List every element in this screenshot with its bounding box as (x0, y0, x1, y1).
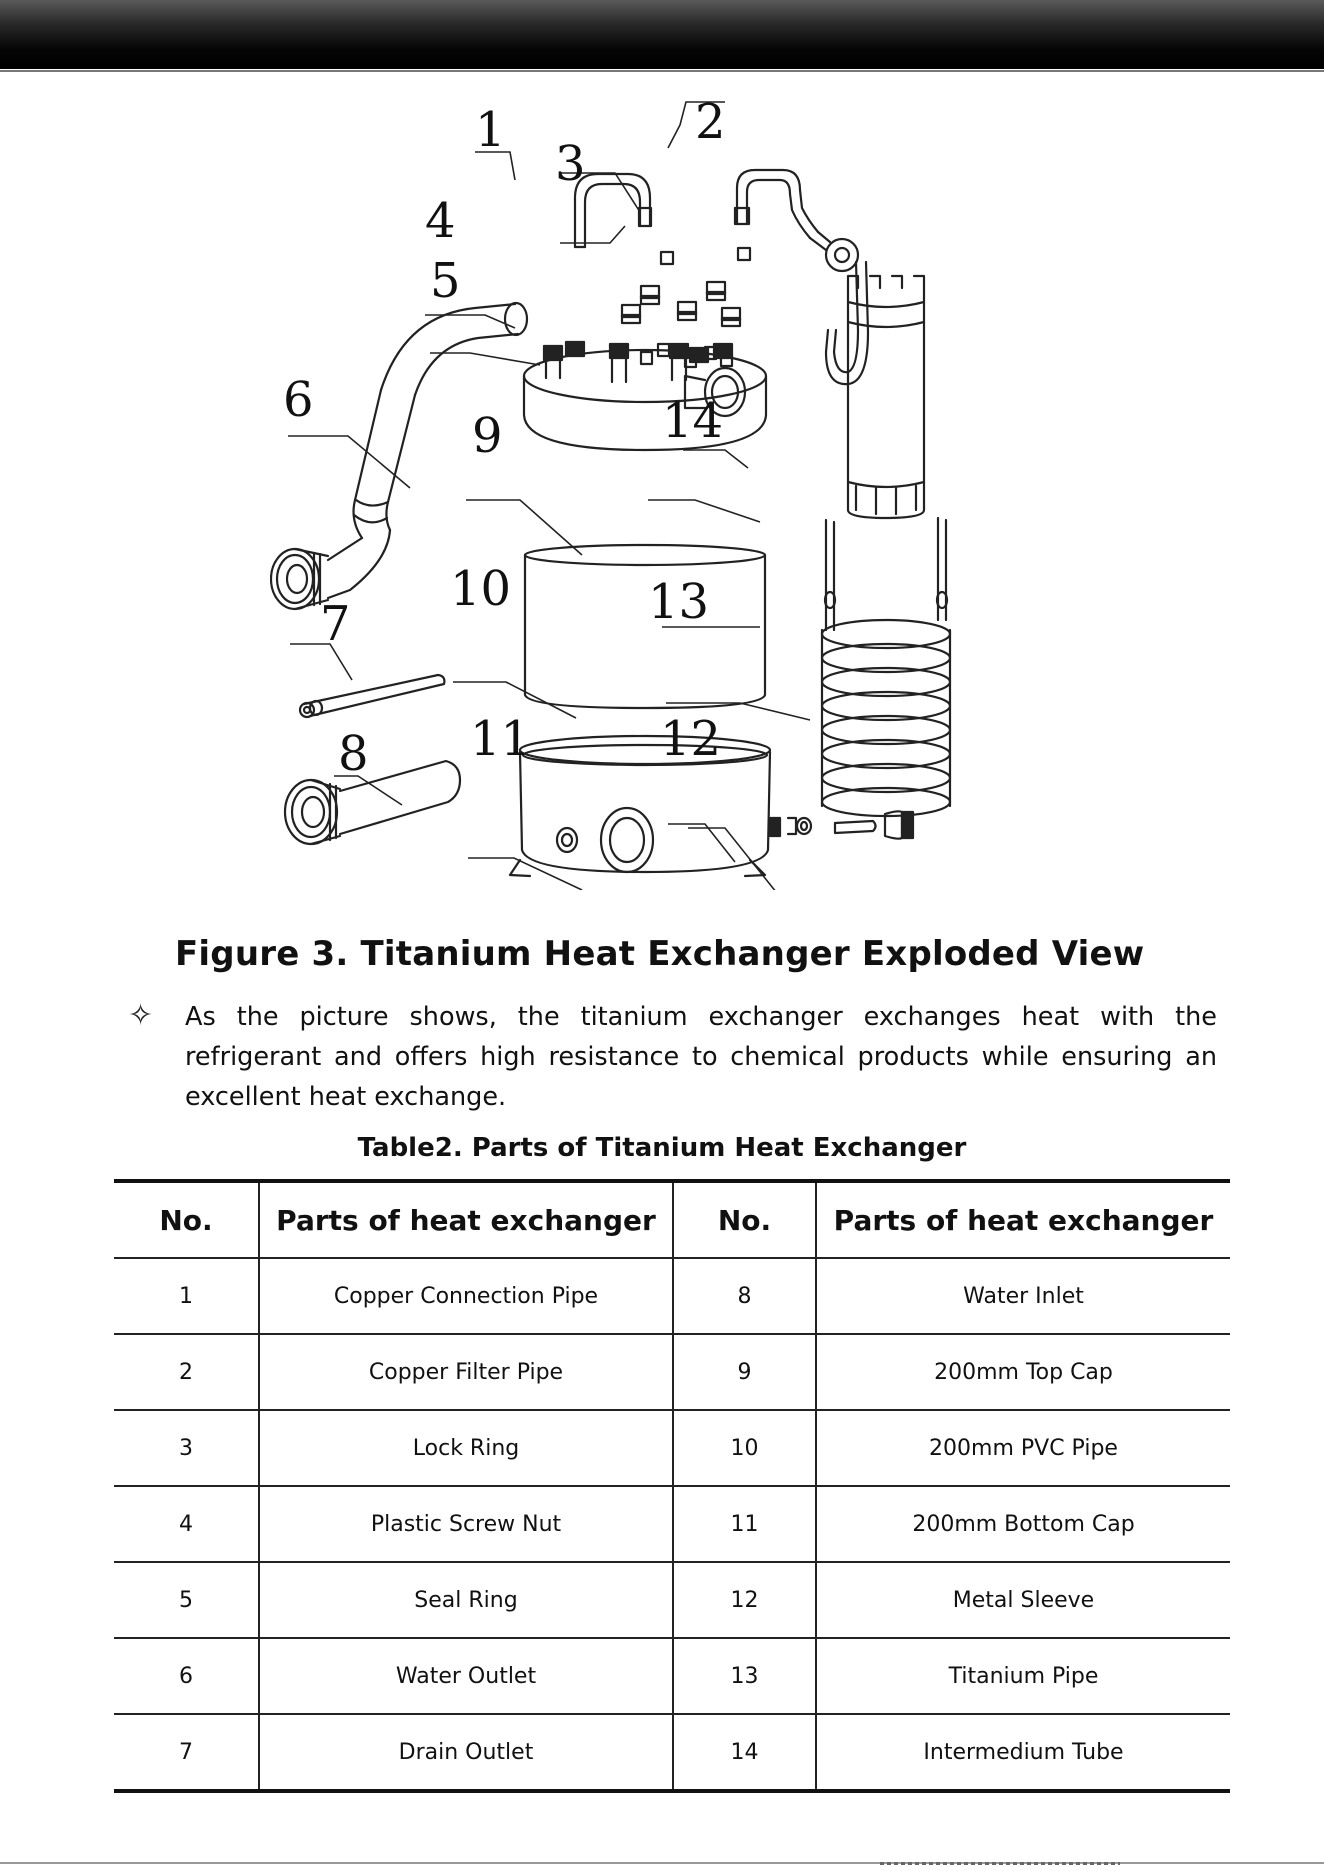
cell-part: Drain Outlet (259, 1714, 673, 1791)
table-header-row (114, 1181, 1230, 1258)
figure-caption: Figure 3. Titanium Heat Exchanger Exploded View (175, 934, 1145, 974)
table-row (114, 1562, 1230, 1638)
callout-4: 4 (425, 193, 456, 249)
cell-no: 10 (673, 1410, 816, 1486)
cell-part: Copper Connection Pipe (259, 1258, 673, 1334)
parts-table (114, 1179, 1230, 1793)
cell-no: 14 (673, 1714, 816, 1791)
table-row (114, 1258, 1230, 1334)
description-paragraph: As the picture shows, the titanium exchanger exchanges heat with the refrigerant and offers high resistance to chemical products while ensuring an excellent heat exchange. (185, 1002, 1217, 1112)
callout-6: 6 (283, 372, 314, 428)
header-no-right: No. (673, 1181, 816, 1258)
diamond-star-icon: ✧ (128, 998, 154, 1033)
exploded-view-figure (270, 90, 1030, 890)
header-parts-left: Parts of heat exchanger (259, 1181, 673, 1258)
cell-part: Lock Ring (259, 1410, 673, 1486)
cell-no: 6 (114, 1638, 259, 1714)
callout-3: 3 (555, 136, 586, 192)
cell-part: Copper Filter Pipe (259, 1334, 673, 1410)
cell-no: 3 (114, 1410, 259, 1486)
callout-1: 1 (475, 102, 506, 158)
table-row (114, 1410, 1230, 1486)
cell-no: 8 (673, 1258, 816, 1334)
titanium-coil-drawing (822, 518, 950, 816)
cell-part: Intermedium Tube (816, 1714, 1230, 1791)
cell-part: 200mm Top Cap (816, 1334, 1230, 1410)
callout-13: 13 (648, 574, 710, 630)
callout-14: 14 (662, 393, 724, 449)
cell-part: Plastic Screw Nut (259, 1486, 673, 1562)
header-parts-right: Parts of heat exchanger (816, 1181, 1230, 1258)
header-no-left: No. (114, 1181, 259, 1258)
cell-no: 11 (673, 1486, 816, 1562)
callout-11: 11 (470, 711, 532, 767)
page-footer-marks (880, 1862, 1120, 1865)
callout-7: 7 (320, 596, 351, 652)
cell-no: 9 (673, 1334, 816, 1410)
cell-no: 1 (114, 1258, 259, 1334)
cell-no: 2 (114, 1334, 259, 1410)
cell-no: 4 (114, 1486, 259, 1562)
table-title: Table2. Parts of Titanium Heat Exchanger (357, 1133, 967, 1163)
cell-part: Titanium Pipe (816, 1638, 1230, 1714)
cell-part: Seal Ring (259, 1562, 673, 1638)
cell-no: 12 (673, 1562, 816, 1638)
drain-outlet-drawing (300, 675, 444, 717)
cell-no: 7 (179, 1739, 193, 1765)
exploded-view-drawing (270, 90, 1030, 890)
table-row (114, 1638, 1230, 1714)
page-header-bar (0, 0, 1324, 69)
top-cap-drawing (524, 342, 766, 450)
callout-8: 8 (338, 726, 369, 782)
intermedium-tube-drawing (848, 276, 924, 518)
cell-part: 200mm Bottom Cap (816, 1486, 1230, 1562)
table-row (114, 1334, 1230, 1410)
callout-5: 5 (430, 253, 461, 309)
callout-9: 9 (472, 408, 503, 464)
cell-part: Metal Sleeve (816, 1562, 1230, 1638)
callout-2: 2 (695, 94, 726, 150)
table-row (114, 1486, 1230, 1562)
cell-part: Water Outlet (259, 1638, 673, 1714)
cell-no: 5 (114, 1562, 259, 1638)
cell-no: 13 (673, 1638, 816, 1714)
page-footer-rule (0, 1862, 1324, 1864)
water-inlet-drawing (285, 761, 460, 844)
cell-part: Water Inlet (816, 1258, 1230, 1334)
table-row (114, 1714, 1230, 1791)
callout-12: 12 (660, 711, 722, 767)
cell-part: 200mm PVC Pipe (816, 1410, 1230, 1486)
callout-10: 10 (450, 561, 512, 617)
bottom-cap-drawing (510, 736, 780, 876)
